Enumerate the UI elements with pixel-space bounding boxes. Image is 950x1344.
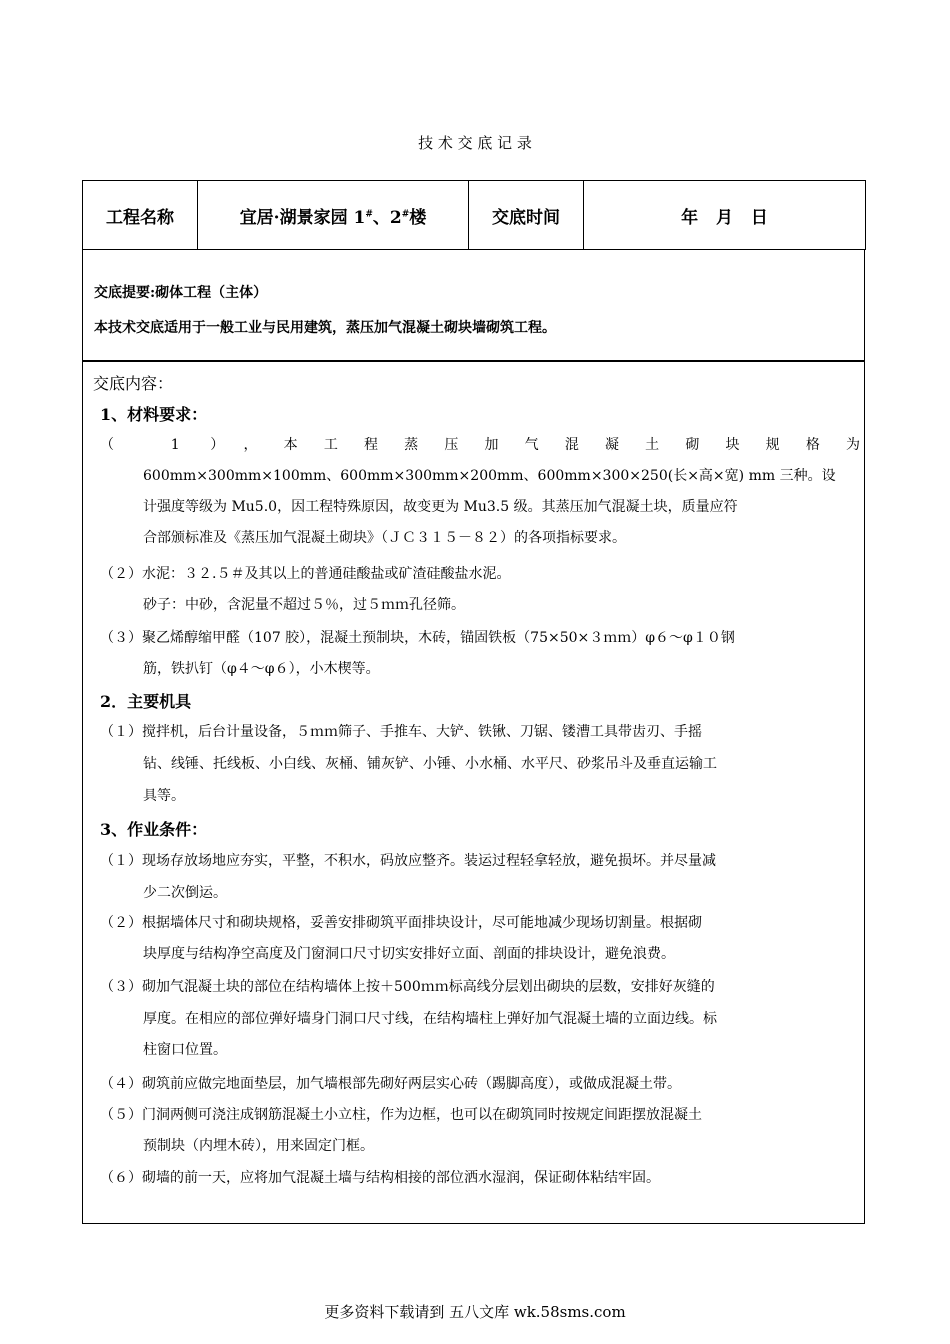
s2-p1-line3: 具等。 xyxy=(143,788,185,804)
summary-title: 交底提要:砌体工程（主体） xyxy=(94,285,268,301)
project-name-value: 宜居·湖景家园 1#、2#楼 xyxy=(198,181,469,250)
s2-p1-line2: 钻、线锤、托线板、小白线、灰桶、铺灰铲、小锤、小水桶、水平尺、砂浆吊斗及垂直运输工 xyxy=(143,756,717,772)
s2-p1-line1: （１）搅拌机，后台计量设备，５ｍｍ筛子、手推车、大铲、铁锹、刀锯、镂漕工具带齿刃、手摇 xyxy=(100,724,702,740)
s3-p6-line1: （６）砌墙的前一天，应将加气混凝土墙与结构相接的部位洒水湿润，保证砌体粘结牢固。 xyxy=(100,1170,660,1186)
s1-p1-line1: （ 1 ），本工程蒸压加气混凝土砌块规格为 xyxy=(100,437,860,453)
section-2-heading: 2．主要机具 xyxy=(100,692,192,711)
s3-p5-line2: 预制块（内埋木砖），用来固定门框。 xyxy=(143,1138,374,1154)
s1-p3-line2: 筋，铁扒钉（φ４～φ６），小木楔等。 xyxy=(143,661,380,677)
s3-p2-line1: （２）根据墙体尺寸和砌块规格，妥善安排砌筑平面排块设计，尽可能地减少现场切割量。根据砌 xyxy=(100,915,702,931)
project-info-table xyxy=(82,180,866,250)
s1-p2-line2: 砂子：中砂，含泥量不超过５％，过５ｍｍ孔径筛。 xyxy=(143,597,465,613)
summary-section xyxy=(82,249,865,361)
content-intro: 交底内容： xyxy=(93,374,174,393)
summary-scope: 本技术交底适用于一般工业与民用建筑，蒸压加气混凝土砌块墙砌筑工程。 xyxy=(94,320,556,336)
s3-p3-line2: 厚度。在相应的部位弹好墙身门洞口尺寸线，在结构墙柱上弹好加气混凝土墙的立面边线。标 xyxy=(143,1011,717,1027)
project-name-label: 工程名称 xyxy=(83,181,198,250)
content-section xyxy=(82,361,865,1224)
s1-p2-line1: （２）水泥：３２.５＃及其以上的普通硅酸盐或矿渣硅酸盐水泥。 xyxy=(100,566,511,582)
s3-p3-line1: （３）砌加气混凝土块的部位在结构墙体上按＋500ｍｍ标高线分层划出砌块的层数，安排好灰缝的 xyxy=(100,979,715,995)
section-1-heading: 1、材料要求： xyxy=(100,405,208,424)
s3-p1-line2: 少二次倒运。 xyxy=(143,885,227,901)
handover-time-label: 交底时间 xyxy=(469,181,584,250)
document-title: 技 术 交 底 记 录 xyxy=(418,134,532,152)
s1-p1-line2: 600mm×300mm×100mm、600mm×300mm×200mm、600mm×300×250(长×高×宽) mm 三种。设 xyxy=(143,468,836,484)
s1-p1-line3: 计强度等级为 Mu5.0，因工程特殊原因，故变更为 Mu3.5 级。其蒸压加气混凝土块，质量应符 xyxy=(143,499,738,515)
s3-p4-line1: （４）砌筑前应做完地面垫层，加气墙根部先砌好两层实心砖（踢脚高度），或做成混凝土带。 xyxy=(100,1076,681,1092)
s1-p1-line4: 合部颁标准及《蒸压加气混凝土砌块》（ＪＣ３１５－８２）的各项指标要求。 xyxy=(143,530,626,546)
s3-p5-line1: （５）门洞两侧可浇注成钢筋混凝土小立柱，作为边框，也可以在砌筑同时按规定间距摆放混凝土 xyxy=(100,1107,702,1123)
s3-p1-line1: （１）现场存放场地应夯实，平整，不积水，码放应整齐。装运过程轻拿轻放，避免损坏。并尽量减 xyxy=(100,853,716,869)
handover-time-value: 年 月 日 xyxy=(584,181,866,250)
s3-p2-line2: 块厚度与结构净空高度及门窗洞口尺寸切实安排好立面、剖面的排块设计，避免浪费。 xyxy=(143,946,675,962)
footer-link-text: 更多资料下载请到 五八文库 wk.58sms.com xyxy=(324,1303,626,1321)
s1-p3-line1: （３）聚乙烯醇缩甲醛（107 胶），混凝土预制块，木砖，锚固铁板（75×50×３ｍｍ）φ６～φ１０钢 xyxy=(100,630,735,646)
section-3-heading: 3、作业条件： xyxy=(100,820,208,839)
s3-p3-line3: 柱窗口位置。 xyxy=(143,1042,227,1058)
